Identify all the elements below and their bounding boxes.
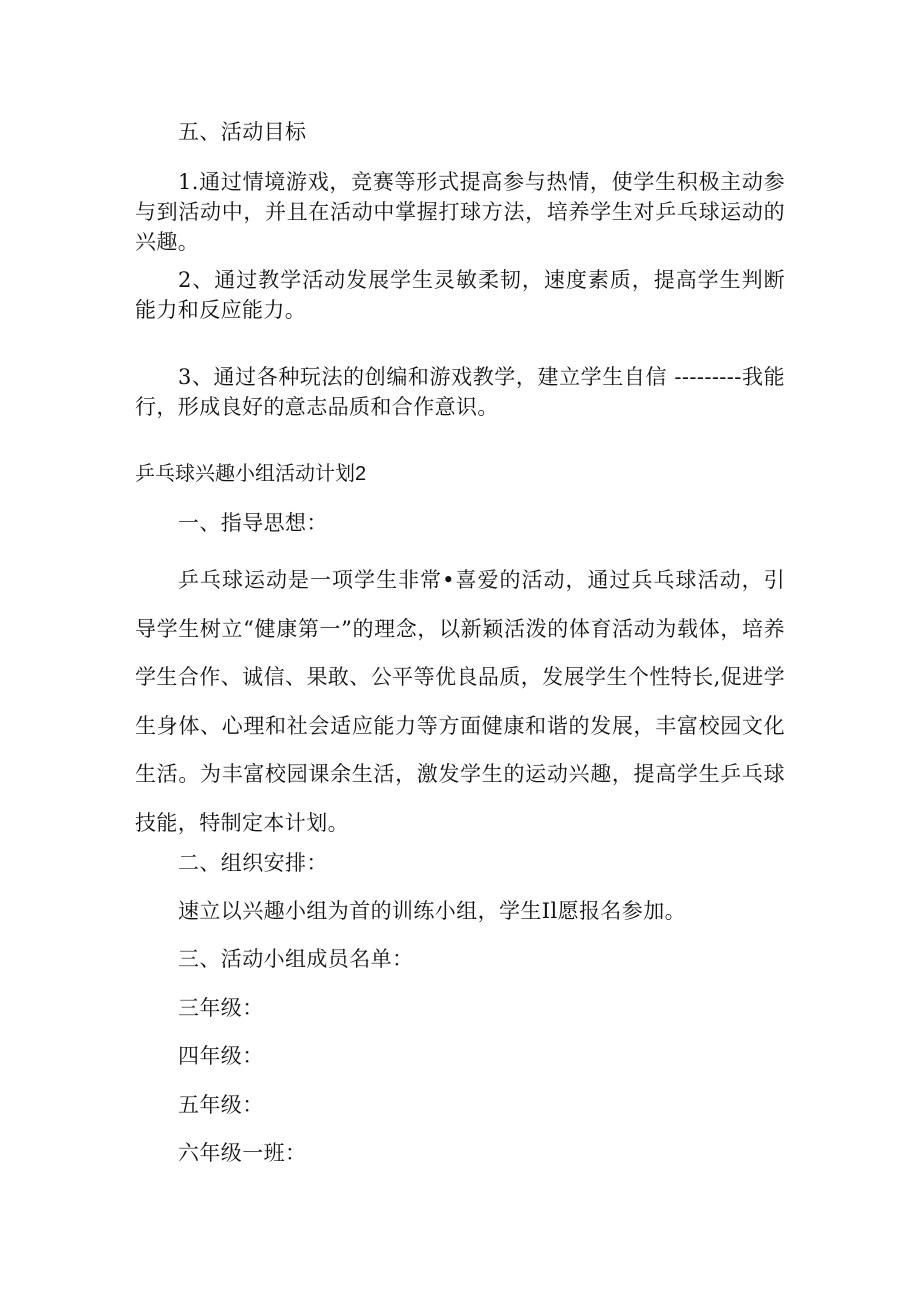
plan2-section1-body: 乒乓球运动是一项学生非常•喜爱的活动，通过兵乓球活动，引导学生树立“健康第一”的理念，以新颖活泼的体育活动为载体，培养学生合作、诚信、果敢、公平等优良品质，发展学生个性特长,促进学生身体、心理和社会适应能力等方面健康和谐的发展，丰富校园文化生活。为丰富校园课余生活，激发学生的运动兴趣，提高学生乒乓球技能，特制定本计划。: [135, 568, 785, 835]
plan2-title: 乒乓球兴趣小组活动计划2: [135, 463, 367, 485]
grade-item: 六年级一班：: [178, 1141, 307, 1165]
section5-heading: 五、活动目标: [178, 120, 307, 144]
plan2-section2-body: 速立以兴趣小组为首的训练小组，学生Il愿报名参加。: [178, 899, 687, 923]
grade-item: 四年级：: [178, 1044, 264, 1068]
plan2-section3-heading: 三、活动小组成员名单：: [178, 947, 414, 971]
grade-item: 三年级：: [178, 996, 264, 1020]
section5-item3: 3、通过各种玩法的创编和游戏教学，建立学生自信 ---------我能行，形成良好的意志品质和合作意识。: [135, 365, 785, 419]
section5-item2: 2、通过教学活动发展学生灵敏柔韧，速度素质，提高学生判断能力和反应能力。: [135, 268, 785, 322]
grade-item: 五年级：: [178, 1093, 264, 1117]
plan2-section2-heading: 二、组织安排：: [178, 851, 328, 875]
section5-item1: 1.通过情境游戏，竞赛等形式提高参与热情，使学生积极主动参与到活动中，并且在活动中掌握打球方法，培养学生对乒乓球运动的兴趣。: [135, 170, 785, 254]
plan2-section1-heading: 一、指导思想：: [178, 511, 328, 535]
